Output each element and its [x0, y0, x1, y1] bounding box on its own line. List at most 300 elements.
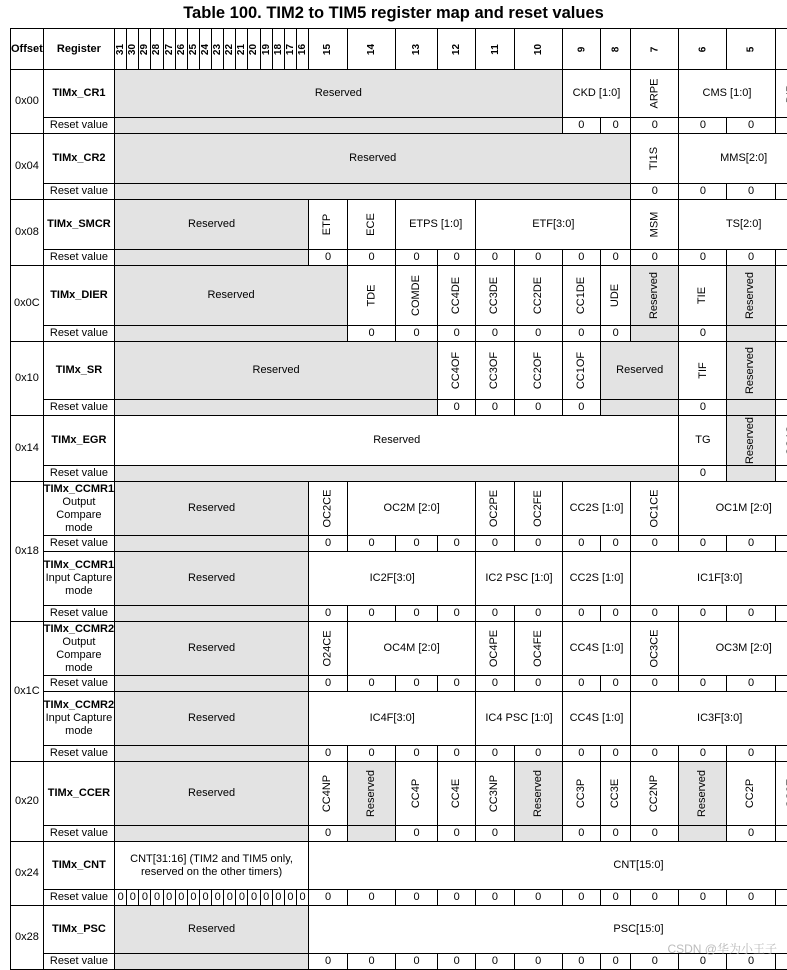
reset-value: 0	[413, 747, 419, 759]
bit-header	[562, 29, 600, 70]
reset-value: 0	[613, 327, 619, 339]
field-label: Reserved	[648, 272, 661, 319]
reset-bit	[562, 536, 600, 552]
bit-header	[438, 29, 476, 70]
reset-label: Reset value	[43, 326, 114, 342]
reserved-field	[631, 266, 679, 326]
reset-bit	[438, 676, 476, 692]
field-label: MMS[2:0]	[720, 152, 767, 164]
reset-bit	[600, 536, 630, 552]
field-label: CC3E	[609, 779, 622, 808]
register-name	[43, 70, 114, 118]
reset-bit	[272, 890, 284, 906]
bit-field	[775, 70, 787, 118]
register-row	[11, 200, 787, 250]
register-name-text: TIMx_CCMR1	[44, 483, 114, 495]
bit-field	[631, 70, 679, 118]
reset-bit	[476, 826, 514, 842]
register-row	[11, 482, 787, 536]
reset-label: Reset value	[43, 606, 114, 622]
reset-value: 0	[578, 827, 584, 839]
reset-bit	[562, 890, 600, 906]
field-label: CC1OF	[575, 352, 588, 389]
bit-number: 8	[609, 46, 622, 52]
reset-bit	[631, 250, 679, 266]
bit-header	[514, 29, 562, 70]
register-name	[43, 200, 114, 250]
reserved-field	[514, 762, 562, 826]
reset-row	[11, 400, 787, 416]
reset-bit	[115, 890, 127, 906]
reset-row	[11, 676, 787, 692]
reset-bit	[476, 536, 514, 552]
field-label: TG	[695, 434, 710, 446]
reset-bit	[631, 890, 679, 906]
reset-bit	[175, 890, 187, 906]
reset-value: 0	[613, 251, 619, 263]
bit-number: 28	[151, 43, 163, 54]
reset-value: 0	[325, 827, 331, 839]
offset-cell: 0x1C	[11, 622, 44, 762]
reset-value: 0	[578, 891, 584, 903]
register-name-text: TIMx_CR1	[52, 87, 105, 99]
reset-value: 0	[325, 955, 331, 967]
field-label: OC4PE	[488, 630, 501, 667]
bit-field	[727, 762, 775, 826]
reset-bit	[438, 954, 476, 970]
reset-bit	[514, 400, 562, 416]
field-label: Reserved	[349, 152, 396, 164]
reset-bit	[396, 676, 438, 692]
reset-bit	[775, 746, 787, 762]
register-row	[11, 762, 787, 826]
reset-bit	[476, 890, 514, 906]
reset-bit	[476, 746, 514, 762]
bit-header	[396, 29, 438, 70]
register-table-container	[10, 28, 787, 970]
field-label: CMS [1:0]	[703, 87, 752, 99]
reset-bit	[631, 746, 679, 762]
reset-bit	[115, 676, 309, 692]
field-label: Reserved	[188, 572, 235, 584]
reset-bit	[600, 676, 630, 692]
reset-bit	[679, 676, 727, 692]
reset-bit	[514, 606, 562, 622]
reset-value: 0	[368, 747, 374, 759]
reset-bit	[347, 606, 395, 622]
reset-bit	[396, 250, 438, 266]
reset-bit	[309, 746, 348, 762]
reset-bit	[514, 326, 562, 342]
register-name	[43, 762, 114, 826]
field-label: Reserved	[696, 770, 709, 817]
reset-value: 0	[454, 827, 460, 839]
reset-bit	[476, 954, 514, 970]
bit-field	[631, 762, 679, 826]
reset-value: 0	[368, 955, 374, 967]
reset-value: 0	[454, 607, 460, 619]
field-label: IC2F[3:0]	[370, 572, 415, 584]
reset-bit	[631, 676, 679, 692]
bit-header	[212, 29, 224, 70]
bit-field	[775, 416, 787, 466]
field-label: OC3CE	[648, 630, 661, 668]
reset-value: 0	[613, 747, 619, 759]
reset-value: 0	[368, 251, 374, 263]
reset-label: Reset value	[43, 250, 114, 266]
reset-value: 0	[578, 119, 584, 131]
reset-bit	[775, 826, 787, 842]
bit-field	[514, 622, 562, 676]
reset-bit	[115, 466, 679, 482]
reset-bit	[727, 606, 775, 622]
bit-field	[514, 342, 562, 400]
bit-header	[248, 29, 260, 70]
reset-bit	[727, 118, 775, 134]
register-mode-text: Output Compare mode	[44, 636, 114, 675]
reset-bit	[631, 184, 679, 200]
bit-header	[727, 29, 775, 70]
register-row	[11, 134, 787, 184]
reset-value: 0	[578, 537, 584, 549]
reset-bit	[115, 326, 348, 342]
field-label: TIE	[696, 287, 709, 304]
bit-field	[775, 762, 787, 826]
reset-bit	[679, 746, 727, 762]
reserved-field	[115, 266, 348, 326]
bit-number: 23	[212, 43, 224, 54]
bit-field	[679, 200, 787, 250]
reset-value: 0	[368, 891, 374, 903]
reset-value: 0	[652, 537, 658, 549]
register-name-text: TIMx_EGR	[51, 434, 106, 446]
field-label: ETP	[322, 214, 335, 235]
field-label: CC4NP	[322, 775, 335, 812]
reset-value: 0	[613, 677, 619, 689]
field-label: Reserved	[188, 502, 235, 514]
bit-number: 10	[532, 43, 545, 54]
register-mode-text: Input Capture mode	[44, 712, 114, 738]
reset-row	[11, 536, 787, 552]
reset-bit	[562, 326, 600, 342]
reset-value: 0	[368, 677, 374, 689]
bit-header	[139, 29, 151, 70]
reset-value: 0	[535, 537, 541, 549]
reset-bit	[309, 954, 348, 970]
reset-bit	[600, 954, 630, 970]
reset-bit	[679, 466, 727, 482]
reset-value: 0	[239, 891, 245, 903]
field-label: CC2OF	[532, 352, 545, 389]
reset-bit	[562, 676, 600, 692]
bit-field	[631, 622, 679, 676]
bit-field	[309, 552, 476, 606]
bit-field	[514, 482, 562, 536]
bit-header	[631, 29, 679, 70]
reset-value: 0	[652, 747, 658, 759]
reset-value: 0	[454, 327, 460, 339]
field-label: Reserved	[745, 417, 758, 464]
bit-header	[309, 29, 348, 70]
reset-bit	[115, 954, 309, 970]
offset-cell: 0x24	[11, 842, 44, 906]
reset-bit	[115, 746, 309, 762]
reset-bit	[438, 250, 476, 266]
bit-field	[631, 692, 787, 746]
bit-field	[347, 200, 395, 250]
reset-bit	[396, 536, 438, 552]
reset-value: 0	[652, 185, 658, 197]
bit-header	[347, 29, 395, 70]
bit-number: 15	[322, 43, 335, 54]
reset-value: 0	[325, 537, 331, 549]
reset-bit	[309, 826, 348, 842]
reset-value: 0	[652, 119, 658, 131]
reset-value: 0	[748, 747, 754, 759]
field-label: COMDE	[410, 275, 423, 316]
reset-label: Reset value	[43, 676, 114, 692]
reset-value: 0	[325, 891, 331, 903]
reset-bit	[347, 536, 395, 552]
reset-bit	[438, 890, 476, 906]
reset-bit	[115, 118, 563, 134]
reset-bit	[224, 890, 236, 906]
reset-value: 0	[535, 891, 541, 903]
reserved-field	[115, 552, 309, 606]
reset-value: 0	[535, 327, 541, 339]
reset-bit	[775, 676, 787, 692]
reset-bit	[212, 890, 224, 906]
register-row	[11, 266, 787, 326]
register-name-text: TIMx_PSC	[52, 923, 106, 935]
field-label: CC4DE	[450, 277, 463, 314]
bit-field	[347, 622, 475, 676]
offset-cell: 0x28	[11, 906, 44, 970]
reset-value: 0	[748, 185, 754, 197]
register-row	[11, 842, 787, 890]
offset-cell: 0x20	[11, 762, 44, 842]
bit-number: 27	[163, 43, 175, 54]
reset-bit	[600, 606, 630, 622]
register-name-text: TIMx_CCMR1	[44, 559, 114, 571]
field-label: Reserved	[188, 642, 235, 654]
reset-bit	[631, 118, 679, 134]
reset-bit	[562, 400, 600, 416]
reset-bit	[139, 890, 151, 906]
bit-field	[438, 342, 476, 400]
reset-bit	[347, 250, 395, 266]
reset-bit	[248, 890, 260, 906]
field-label: UDE	[609, 284, 622, 307]
reset-bit	[396, 954, 438, 970]
field-label: CC4OF	[450, 352, 463, 389]
reset-bit	[514, 826, 562, 842]
reset-value: 0	[613, 827, 619, 839]
register-name-text: TIMx_SR	[56, 364, 102, 376]
bit-header	[199, 29, 211, 70]
reserved-field	[727, 266, 775, 326]
reset-bit	[562, 606, 600, 622]
reset-bit	[631, 606, 679, 622]
reset-row	[11, 118, 787, 134]
reset-bit	[775, 184, 787, 200]
reset-value: 0	[700, 467, 706, 479]
bit-header	[151, 29, 163, 70]
reset-value: 0	[492, 677, 498, 689]
bit-field	[115, 842, 309, 890]
field-label: ETF[3:0]	[532, 218, 574, 230]
register-row	[11, 692, 787, 746]
reset-value: 0	[748, 677, 754, 689]
register-name	[43, 842, 114, 890]
bit-number: 17	[284, 43, 296, 54]
field-label: O24CE	[322, 630, 335, 666]
bit-header	[260, 29, 272, 70]
reset-bit	[438, 400, 476, 416]
reset-bit	[631, 536, 679, 552]
reset-value: 0	[413, 891, 419, 903]
bit-number: 7	[648, 46, 661, 52]
reset-value: 0	[492, 251, 498, 263]
reset-bit	[562, 118, 600, 134]
bit-field	[476, 266, 514, 326]
bit-field	[309, 200, 348, 250]
reset-bit	[438, 606, 476, 622]
bit-number: 19	[260, 43, 272, 54]
reset-value: 0	[652, 827, 658, 839]
reset-row	[11, 826, 787, 842]
field-label: Reserved	[188, 923, 235, 935]
reset-value: 0	[413, 537, 419, 549]
reset-row	[11, 326, 787, 342]
bit-field	[679, 622, 787, 676]
reset-value: 0	[613, 119, 619, 131]
reset-bit	[514, 890, 562, 906]
register-row	[11, 70, 787, 118]
reset-bit	[631, 326, 679, 342]
register-name	[43, 906, 114, 954]
bit-field	[562, 692, 631, 746]
reset-bit	[284, 890, 296, 906]
reset-value: 0	[118, 891, 124, 903]
bit-header	[272, 29, 284, 70]
reset-bit	[679, 184, 727, 200]
reset-value: 0	[413, 677, 419, 689]
reset-bit	[115, 184, 631, 200]
reset-value: 0	[492, 327, 498, 339]
reset-value: 0	[413, 327, 419, 339]
reserved-field	[115, 342, 438, 400]
reset-value: 0	[748, 607, 754, 619]
reset-bit	[309, 606, 348, 622]
reset-value: 0	[700, 537, 706, 549]
reset-bit	[775, 890, 787, 906]
bit-header	[284, 29, 296, 70]
reserved-field	[115, 906, 309, 954]
bit-field	[631, 482, 679, 536]
reset-value: 0	[368, 607, 374, 619]
bit-number: 18	[272, 43, 284, 54]
reset-value: 0	[700, 185, 706, 197]
bit-number: 22	[224, 43, 236, 54]
reset-value: 0	[700, 677, 706, 689]
field-label: CC2S [1:0]	[570, 572, 624, 584]
reset-value: 0	[178, 891, 184, 903]
reset-value: 0	[202, 891, 208, 903]
bit-header	[476, 29, 514, 70]
field-label: CC2S [1:0]	[570, 502, 624, 514]
reset-bit	[775, 326, 787, 342]
reserved-field	[679, 762, 727, 826]
reset-bit	[727, 326, 775, 342]
reset-bit	[347, 676, 395, 692]
reset-label: Reset value	[43, 466, 114, 482]
reserved-field	[115, 416, 679, 466]
bit-field	[309, 482, 348, 536]
reserved-field	[727, 416, 775, 466]
reset-value: 0	[700, 955, 706, 967]
reset-bit	[775, 400, 787, 416]
reset-bit	[679, 826, 727, 842]
reset-bit	[775, 250, 787, 266]
reset-value: 0	[368, 327, 374, 339]
reset-bit	[151, 890, 163, 906]
bit-field	[679, 416, 727, 466]
reset-bit	[476, 250, 514, 266]
bit-header	[175, 29, 187, 70]
reset-value: 0	[275, 891, 281, 903]
reset-value: 0	[325, 677, 331, 689]
reset-bit	[679, 536, 727, 552]
field-label: TDE	[365, 285, 378, 307]
bit-number: 9	[575, 46, 588, 52]
field-label: Reserved	[745, 347, 758, 394]
reset-bit	[514, 676, 562, 692]
reset-bit	[514, 250, 562, 266]
bit-number: 24	[199, 43, 211, 54]
reset-bit	[396, 826, 438, 842]
reset-bit	[115, 250, 309, 266]
reset-bit	[727, 676, 775, 692]
bit-field	[562, 622, 631, 676]
reset-label: Reset value	[43, 118, 114, 134]
field-label: Reserved	[365, 770, 378, 817]
bit-header	[224, 29, 236, 70]
reset-value: 0	[578, 747, 584, 759]
reset-bit	[727, 536, 775, 552]
field-label: OC1CE	[648, 490, 661, 528]
reset-value: 0	[325, 607, 331, 619]
field-label: ECE	[365, 213, 378, 236]
reserved-field	[600, 342, 678, 400]
register-name-text: TIMx_CR2	[52, 152, 105, 164]
reset-bit	[187, 890, 199, 906]
reset-value: 0	[251, 891, 257, 903]
reset-value: 0	[413, 607, 419, 619]
bit-field	[775, 342, 787, 400]
reset-value: 0	[700, 119, 706, 131]
reset-bit	[163, 890, 175, 906]
reset-value: 0	[748, 537, 754, 549]
reset-value: 0	[578, 955, 584, 967]
reset-bit	[514, 954, 562, 970]
bit-number: 12	[450, 43, 463, 54]
offset-cell: 0x04	[11, 134, 44, 200]
bit-field	[679, 342, 727, 400]
reset-value: 0	[535, 747, 541, 759]
offset-cell: 0x18	[11, 482, 44, 622]
offset-header: Offset	[11, 29, 44, 70]
